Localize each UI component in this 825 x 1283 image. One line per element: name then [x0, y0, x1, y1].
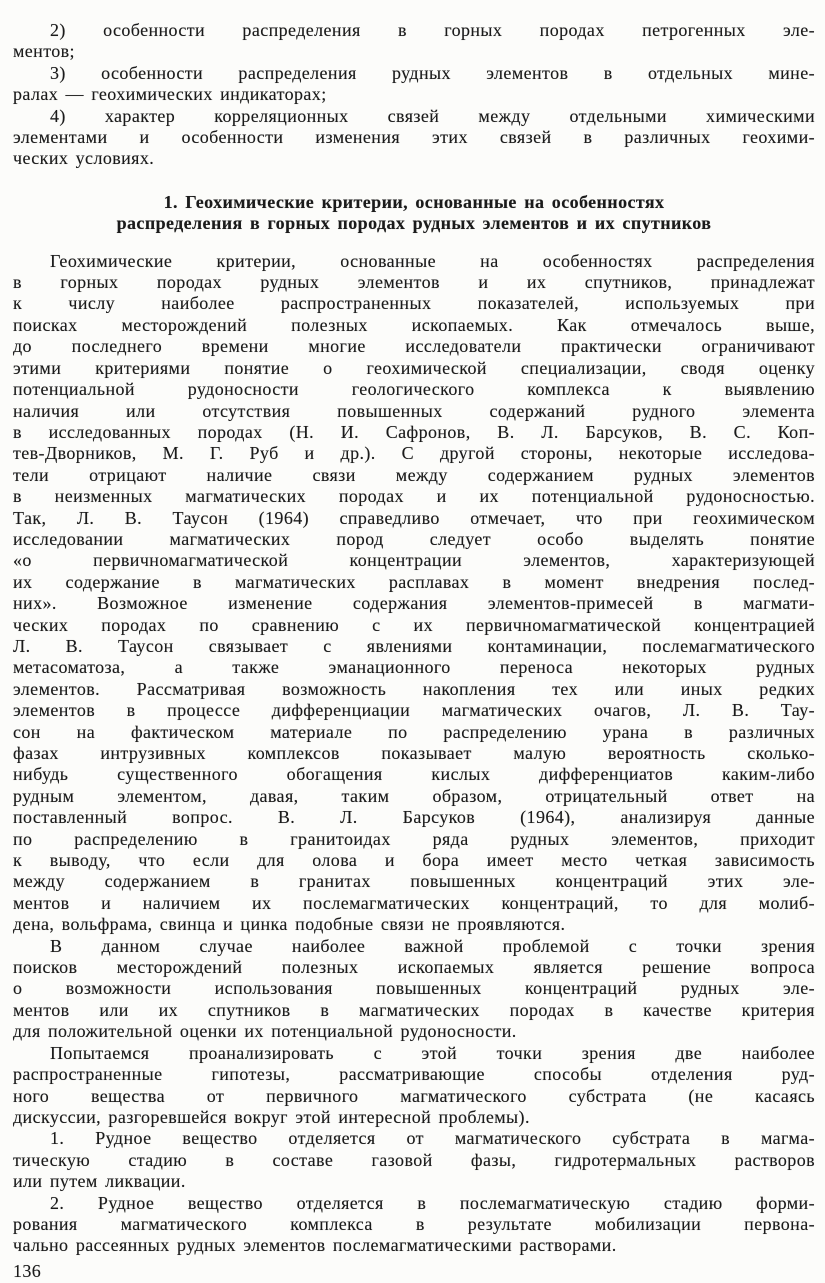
list-item — [13, 106, 815, 170]
text-line: 2. Рудное вещество отделяется в послемагматическую стадию форми- — [50, 1192, 815, 1213]
text-line: в исследованных породах (Н. И. Сафронов, В. Л. Барсуков, В. С. Коп- — [13, 421, 815, 442]
text-line: поисках месторождений полезных ископаемых. Как отмечалось выше, — [13, 314, 815, 335]
text-line: или путем ликвации. — [13, 1171, 186, 1192]
text-line: элементов в процессе дифференциации магматических очагов, Л. В. Тау- — [13, 700, 815, 721]
text-line: дена, вольфрама, свинца и цинка подобные связи не проявляются. — [13, 914, 566, 935]
text-line: распределения в горных породах рудных элементов и их спутников — [116, 213, 712, 234]
text-line: В данном случае наиболее важной проблемой с точки зрения — [50, 935, 815, 956]
text-line: ческих условиях. — [13, 148, 155, 169]
text-line: для положительной оценки их потенциальной рудоносности. — [13, 1021, 517, 1042]
text-line: ралах — геохимических индикаторах; — [13, 84, 327, 105]
text-line: наличия или отсутствия повышенных содержаний рудного элемента — [13, 400, 815, 421]
text-line: рования магматического комплекса в результате мобилизации первона- — [13, 1213, 815, 1234]
text-line: них». Возможное изменение содержания элементов-примесей в магмати- — [13, 593, 815, 614]
text-line: нибудь существенного обогащения кислых дифференциатов каким-либо — [13, 764, 815, 785]
page-number: 136 — [13, 1260, 42, 1281]
section-heading — [13, 192, 815, 235]
text-line: по распределению в гранитоидах ряда рудных элементов, приходит — [13, 828, 815, 849]
text-line: Л. В. Таусон связывает с явлениями контаминации, послемагматического — [13, 635, 815, 656]
text-line: Геохимические критерии, основанные на особенностях распределения — [50, 250, 815, 271]
text-line: метасоматоза, а также эманационного переноса некоторых рудных — [13, 657, 815, 678]
text-line: о возможности использования повышенных концентраций рудных эле- — [13, 978, 815, 999]
text-line: ческих породах по сравнению с их первичномагматической концентрацией — [13, 614, 815, 635]
list-item — [13, 20, 815, 63]
text-line: тели отрицают наличие связи между содержанием рудных элементов — [13, 464, 815, 485]
text-line: дискуссии, разгоревшейся вокруг этой интересной проблемы). — [13, 1106, 530, 1127]
text-line: рудным элементом, давая, таким образом, отрицательный ответ на — [13, 785, 815, 806]
text-line: в неизменных магматических породах и их потенциальной рудоносностью. — [13, 486, 815, 507]
text-line: Так, Л. В. Таусон (1964) справедливо отмечает, что при геохимическом — [13, 507, 815, 528]
text-line: исследовании магматических пород следует особо выделять понятие — [13, 528, 815, 549]
text-line: ного вещества от первичного магматического субстрата (не касаясь — [13, 1085, 815, 1106]
text-line: поисков месторождений полезных ископаемых является решение вопроса — [13, 957, 815, 978]
text-line: тев-Дворников, М. Г. Руб и др.). С другой стороны, некоторые исследова- — [13, 443, 815, 464]
text-line: их содержание в магматических расплавах в момент внедрения послед- — [13, 571, 815, 592]
text-line: 1. Геохимические критерии, основанные на особенностях — [163, 191, 665, 212]
text-line: к числу наиболее распространенных показателей, используемых при — [13, 293, 815, 314]
text-line: ментов; — [13, 41, 75, 62]
text-line: чально рассеянных рудных элементов послемагматическими растворами. — [13, 1235, 617, 1256]
text-line: 1. Рудное вещество отделяется от магматического субстрата в магма- — [50, 1128, 815, 1149]
paragraph — [13, 1043, 815, 1129]
text-line: «о первичномагматической концентрации элементов, характеризующей — [13, 550, 815, 571]
paragraph — [13, 251, 815, 936]
text-line: этими критериями понятие о геохимической специализации, сводя оценку — [13, 357, 815, 378]
text-line: Попытаемся проанализировать с этой точки зрения две наиболее — [50, 1042, 815, 1063]
paragraph — [13, 1128, 815, 1192]
text-line: к выводу, что если для олова и бора имеет место четкая зависимость — [13, 850, 815, 871]
text-line: сон на фактическом материале по распределению урана в различных — [13, 721, 815, 742]
text-line: элементов. Рассматривая возможность накопления тех или иных редких — [13, 678, 815, 699]
text-line: между содержанием в гранитах повышенных концентраций этих эле- — [13, 871, 815, 892]
text-line: 2) особенности распределения в горных породах петрогенных эле- — [50, 20, 815, 40]
page-content — [13, 20, 815, 1257]
text-line: ментов или их спутников в магматических породах в качестве критерия — [13, 999, 815, 1020]
text-line: ментов и наличием их послемагматических концентраций, то для молиб- — [13, 892, 815, 913]
text-line: в горных породах рудных элементов и их спутников, принадлежат — [13, 272, 815, 293]
text-line: потенциальной рудоносности геологического комплекса к выявлению — [13, 379, 815, 400]
list-item — [13, 63, 815, 106]
text-line: поставленный вопрос. В. Л. Барсуков (1964), анализируя данные — [13, 807, 815, 828]
text-line: тическую стадию в составе газовой фазы, гидротермальных растворов — [13, 1149, 815, 1170]
text-line: до последнего времени многие исследователи практически ограничивают — [13, 336, 815, 357]
text-line: фазах интрузивных комплексов показывает малую вероятность сколько- — [13, 743, 815, 763]
paragraph — [13, 1193, 815, 1257]
text-line: элементами и особенности изменения этих связей в различных геохими- — [13, 127, 815, 148]
paragraph — [13, 936, 815, 1043]
text-line: 4) характер корреляционных связей между отдельными химическими — [50, 105, 815, 126]
text-line: 3) особенности распределения рудных элементов в отдельных мине- — [50, 62, 815, 83]
text-line: распространенные гипотезы, рассматривающие способы отделения руд- — [13, 1064, 815, 1085]
